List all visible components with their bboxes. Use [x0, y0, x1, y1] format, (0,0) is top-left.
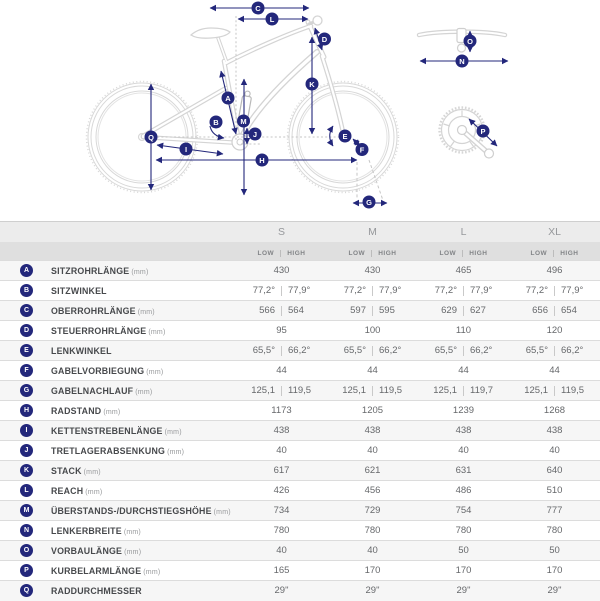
- row-unit: (mm): [83, 468, 101, 476]
- high-label: HIGH: [469, 250, 488, 257]
- geometry-value-cell: 40: [236, 441, 327, 461]
- row-label: LENKWINKEL: [51, 345, 112, 356]
- row-unit: (mm): [137, 308, 155, 316]
- svg-text:P: P: [480, 127, 486, 136]
- geometry-row-b: [0, 281, 600, 301]
- diagram-marker-c: [252, 2, 265, 15]
- geometry-value-cell: [509, 301, 600, 321]
- value-low: 65,5°: [343, 345, 366, 356]
- geometry-value-cell: 486: [418, 481, 509, 501]
- size-col-header-l: L: [418, 222, 509, 243]
- row-unit: (mm): [123, 528, 141, 536]
- row-marker-badge: I: [20, 424, 33, 437]
- geometry-table-header: [0, 222, 600, 261]
- size-col-header-m: M: [327, 222, 418, 243]
- low-high-subheader: [418, 242, 509, 261]
- svg-text:F: F: [359, 145, 365, 155]
- low-high-divider: [371, 250, 372, 257]
- diagram-marker-g: [363, 196, 376, 209]
- value-low: 77,2°: [343, 285, 366, 296]
- svg-text:I: I: [184, 145, 188, 154]
- row-unit: (mm): [85, 488, 103, 496]
- row-marker-badge: M: [20, 504, 33, 517]
- row-marker-badge: O: [20, 544, 33, 557]
- geometry-row-o: [0, 541, 600, 561]
- geometry-value-cell: 29": [327, 581, 418, 601]
- label-column-subheader: [0, 242, 236, 261]
- geometry-value-cell: 1268: [509, 401, 600, 421]
- geometry-value-cell: 44: [236, 361, 327, 381]
- geometry-value-cell: 1205: [327, 401, 418, 421]
- value-low: 65,5°: [252, 345, 275, 356]
- diagram-marker-o: [464, 35, 477, 48]
- geometry-value-cell: 438: [418, 421, 509, 441]
- geometry-row-m: [0, 501, 600, 521]
- value-low: 77,2°: [252, 285, 275, 296]
- diagram-marker-p: [477, 125, 490, 138]
- row-marker-badge: F: [20, 364, 33, 377]
- geometry-row-l: [0, 481, 600, 501]
- row-label-cell: [0, 341, 236, 361]
- geometry-value-cell: 510: [509, 481, 600, 501]
- geometry-row-j: [0, 441, 600, 461]
- geometry-value-cell: [418, 341, 509, 361]
- value-low: 597: [350, 305, 366, 316]
- geometry-row-q: [0, 581, 600, 601]
- row-label-cell: [0, 461, 236, 481]
- geometry-value-cell: [236, 301, 327, 321]
- geometry-value-cell: 438: [509, 421, 600, 441]
- row-unit: (mm): [131, 268, 149, 276]
- geometry-row-a: [0, 261, 600, 281]
- geometry-value-cell: [327, 281, 418, 301]
- row-unit: (mm): [124, 548, 142, 556]
- low-high-subheader: [327, 242, 418, 261]
- svg-text:L: L: [269, 15, 275, 24]
- geometry-value-cell: 456: [327, 481, 418, 501]
- geometry-value-cell: [509, 281, 600, 301]
- geometry-value-cell: 1239: [418, 401, 509, 421]
- geometry-value-cell: 631: [418, 461, 509, 481]
- svg-text:B: B: [213, 118, 219, 127]
- bike-geometry-diagram: [0, 0, 600, 221]
- row-label-cell: [0, 561, 236, 581]
- diagram-marker-a: [222, 92, 235, 105]
- diagram-marker-m: [237, 115, 250, 128]
- row-unit: (mm): [143, 568, 161, 576]
- row-unit: (mm): [167, 448, 185, 456]
- geometry-value-cell: [327, 301, 418, 321]
- row-label: STEUERROHRLÄNGE (mm): [51, 325, 166, 336]
- low-high-divider: [553, 250, 554, 257]
- row-marker-badge: J: [20, 444, 33, 457]
- geometry-row-d: [0, 321, 600, 341]
- geometry-value-cell: 170: [509, 561, 600, 581]
- geometry-value-cell: 50: [509, 541, 600, 561]
- value-low: 566: [259, 305, 275, 316]
- row-unit: (mm): [135, 388, 153, 396]
- svg-text:O: O: [467, 37, 473, 46]
- diagram-marker-i: [180, 143, 193, 156]
- geometry-value-cell: [236, 381, 327, 401]
- geometry-value-cell: 438: [236, 421, 327, 441]
- geometry-value-cell: 50: [418, 541, 509, 561]
- value-high: 627: [470, 305, 486, 316]
- value-low: 125,1: [251, 385, 275, 396]
- diagram-marker-e: [339, 130, 352, 143]
- low-label: LOW: [439, 250, 457, 257]
- row-marker-badge: C: [20, 304, 33, 317]
- geometry-value-cell: 438: [327, 421, 418, 441]
- row-marker-badge: Q: [20, 584, 33, 597]
- value-high: 66,2°: [379, 345, 402, 356]
- diagram-marker-j: [249, 128, 262, 141]
- row-label: TRETLAGERABSENKUNG (mm): [51, 445, 185, 456]
- diagram-marker-b: [210, 116, 223, 129]
- svg-text:D: D: [321, 35, 328, 44]
- value-high: 119,5: [379, 385, 403, 396]
- geometry-value-cell: 165: [236, 561, 327, 581]
- row-label: RADDURCHMESSER: [51, 585, 142, 596]
- geometry-value-cell: 120: [509, 321, 600, 341]
- geometry-value-cell: 640: [509, 461, 600, 481]
- diagram-marker-n: [456, 55, 469, 68]
- row-label-cell: [0, 501, 236, 521]
- geometry-value-cell: 430: [236, 261, 327, 281]
- geometry-value-cell: 734: [236, 501, 327, 521]
- geometry-value-cell: 40: [418, 441, 509, 461]
- high-label: HIGH: [287, 250, 306, 257]
- row-label-cell: [0, 441, 236, 461]
- svg-text:M: M: [240, 117, 247, 126]
- svg-text:G: G: [366, 198, 372, 207]
- geometry-value-cell: 110: [418, 321, 509, 341]
- svg-text:A: A: [225, 94, 231, 103]
- low-high-divider: [462, 250, 463, 257]
- low-high-subheader: [236, 242, 327, 261]
- diagram-marker-f: [356, 143, 369, 156]
- geometry-value-cell: 1173: [236, 401, 327, 421]
- geometry-value-cell: 780: [509, 521, 600, 541]
- row-label-cell: [0, 581, 236, 601]
- row-label: KURBELARMLÄNGE (mm): [51, 565, 161, 576]
- row-unit: (mm): [103, 408, 121, 416]
- diagram-marker-l: [266, 13, 279, 26]
- value-high: 66,2°: [561, 345, 584, 356]
- low-label: LOW: [348, 250, 366, 257]
- value-high: 77,9°: [561, 285, 584, 296]
- row-marker-badge: H: [20, 404, 33, 417]
- low-high-subheader: [509, 242, 600, 261]
- geometry-value-cell: 780: [418, 521, 509, 541]
- geometry-value-cell: 95: [236, 321, 327, 341]
- row-label: GABELNACHLAUF (mm): [51, 385, 153, 396]
- value-low: 125,1: [342, 385, 366, 396]
- row-marker-badge: L: [20, 484, 33, 497]
- geometry-value-cell: 100: [327, 321, 418, 341]
- row-label: RADSTAND (mm): [51, 405, 121, 416]
- row-label-cell: [0, 541, 236, 561]
- geometry-row-p: [0, 561, 600, 581]
- low-label: LOW: [257, 250, 275, 257]
- value-high: 119,5: [561, 385, 585, 396]
- geometry-value-cell: 40: [236, 541, 327, 561]
- row-label: ÜBERSTANDS-/DURCHSTIEGSHÖHE (mm): [51, 505, 231, 516]
- row-marker-badge: D: [20, 324, 33, 337]
- geometry-row-k: [0, 461, 600, 481]
- handlebar-drawing: [419, 29, 505, 53]
- value-low: 629: [441, 305, 457, 316]
- geometry-value-cell: [236, 341, 327, 361]
- geometry-value-cell: 44: [509, 361, 600, 381]
- geometry-value-cell: [236, 281, 327, 301]
- geometry-value-cell: 496: [509, 261, 600, 281]
- value-high: 564: [288, 305, 304, 316]
- value-high: 119,5: [288, 385, 312, 396]
- value-high: 595: [379, 305, 395, 316]
- geometry-value-cell: 780: [236, 521, 327, 541]
- geometry-value-cell: 40: [327, 441, 418, 461]
- value-high: 77,9°: [470, 285, 493, 296]
- row-label-cell: [0, 261, 236, 281]
- size-col-header-s: S: [236, 222, 327, 243]
- geometry-value-cell: [418, 281, 509, 301]
- diagram-marker-d: [318, 33, 331, 46]
- high-label: HIGH: [560, 250, 579, 257]
- value-low: 656: [532, 305, 548, 316]
- geometry-row-h: [0, 401, 600, 421]
- geometry-value-cell: 44: [327, 361, 418, 381]
- row-unit: (mm): [146, 368, 164, 376]
- row-label: GABELVORBIEGUNG (mm): [51, 365, 164, 376]
- row-label: STACK (mm): [51, 465, 101, 476]
- geometry-value-cell: 777: [509, 501, 600, 521]
- row-label: SITZROHRLÄNGE (mm): [51, 265, 149, 276]
- high-label: HIGH: [378, 250, 397, 257]
- row-label-cell: [0, 481, 236, 501]
- diagram-marker-h: [256, 154, 269, 167]
- geometry-value-cell: 729: [327, 501, 418, 521]
- geometry-value-cell: [327, 341, 418, 361]
- geometry-row-n: [0, 521, 600, 541]
- svg-text:K: K: [309, 80, 315, 89]
- value-high: 66,2°: [288, 345, 311, 356]
- geometry-value-cell: 621: [327, 461, 418, 481]
- geometry-value-cell: 430: [327, 261, 418, 281]
- row-label-cell: [0, 301, 236, 321]
- value-high: 77,9°: [288, 285, 311, 296]
- geometry-value-cell: 780: [327, 521, 418, 541]
- value-high: 119,7: [470, 385, 494, 396]
- value-high: 77,9°: [379, 285, 402, 296]
- svg-text:C: C: [255, 4, 261, 13]
- row-label-cell: [0, 381, 236, 401]
- row-unit: (mm): [148, 328, 166, 336]
- row-label-cell: [0, 321, 236, 341]
- value-high: 654: [561, 305, 577, 316]
- geometry-value-cell: 29": [509, 581, 600, 601]
- geometry-value-cell: 40: [509, 441, 600, 461]
- value-low: 77,2°: [434, 285, 457, 296]
- row-unit: (mm): [164, 428, 182, 436]
- diagram-marker-k: [306, 78, 319, 91]
- row-label-cell: [0, 421, 236, 441]
- row-marker-badge: B: [20, 284, 33, 297]
- geometry-value-cell: 29": [236, 581, 327, 601]
- row-marker-badge: G: [20, 384, 33, 397]
- geometry-value-cell: 44: [418, 361, 509, 381]
- svg-text:N: N: [459, 57, 465, 66]
- geometry-value-cell: 29": [418, 581, 509, 601]
- geometry-value-cell: 465: [418, 261, 509, 281]
- geometry-value-cell: 170: [327, 561, 418, 581]
- geometry-row-e: [0, 341, 600, 361]
- geometry-value-cell: 754: [418, 501, 509, 521]
- size-col-header-xl: XL: [509, 222, 600, 243]
- diagram-marker-q: [145, 131, 158, 144]
- row-marker-badge: E: [20, 344, 33, 357]
- svg-text:Q: Q: [148, 133, 154, 142]
- low-high-divider: [280, 250, 281, 257]
- row-label-cell: [0, 401, 236, 421]
- row-label: REACH (mm): [51, 485, 103, 496]
- row-label-cell: [0, 281, 236, 301]
- row-marker-badge: P: [20, 564, 33, 577]
- geometry-value-cell: 40: [327, 541, 418, 561]
- row-label-cell: [0, 361, 236, 381]
- row-marker-badge: K: [20, 464, 33, 477]
- geometry-value-cell: [418, 381, 509, 401]
- row-marker-badge: N: [20, 524, 33, 537]
- value-high: 66,2°: [470, 345, 493, 356]
- geometry-row-f: [0, 361, 600, 381]
- value-low: 65,5°: [525, 345, 548, 356]
- value-low: 125,1: [433, 385, 457, 396]
- value-low: 77,2°: [525, 285, 548, 296]
- svg-text:H: H: [259, 156, 265, 165]
- row-label: VORBAULÄNGE (mm): [51, 545, 142, 556]
- row-unit: (mm): [213, 508, 231, 516]
- label-column-header: [0, 222, 236, 243]
- low-label: LOW: [530, 250, 548, 257]
- row-label: KETTENSTREBENLÄNGE (mm): [51, 425, 182, 436]
- value-low: 125,1: [524, 385, 548, 396]
- geometry-value-cell: [327, 381, 418, 401]
- row-marker-badge: A: [20, 264, 33, 277]
- geometry-value-cell: [509, 341, 600, 361]
- row-label-cell: [0, 521, 236, 541]
- geometry-diagram-svg: [0, 0, 600, 221]
- svg-text:J: J: [252, 130, 258, 139]
- geometry-value-cell: [509, 381, 600, 401]
- row-label: OBERROHRLÄNGE (mm): [51, 305, 155, 316]
- row-label: LENKERBREITE (mm): [51, 525, 141, 536]
- geometry-value-cell: [418, 301, 509, 321]
- geometry-value-cell: 617: [236, 461, 327, 481]
- saddle-drawing: [191, 28, 230, 38]
- value-low: 65,5°: [434, 345, 457, 356]
- geometry-row-c: [0, 301, 600, 321]
- svg-text:E: E: [342, 132, 348, 141]
- geometry-value-cell: 170: [418, 561, 509, 581]
- geometry-row-g: [0, 381, 600, 401]
- geometry-value-cell: 426: [236, 481, 327, 501]
- geometry-row-i: [0, 421, 600, 441]
- geometry-table: [0, 221, 600, 601]
- row-label: SITZWINKEL: [51, 285, 107, 296]
